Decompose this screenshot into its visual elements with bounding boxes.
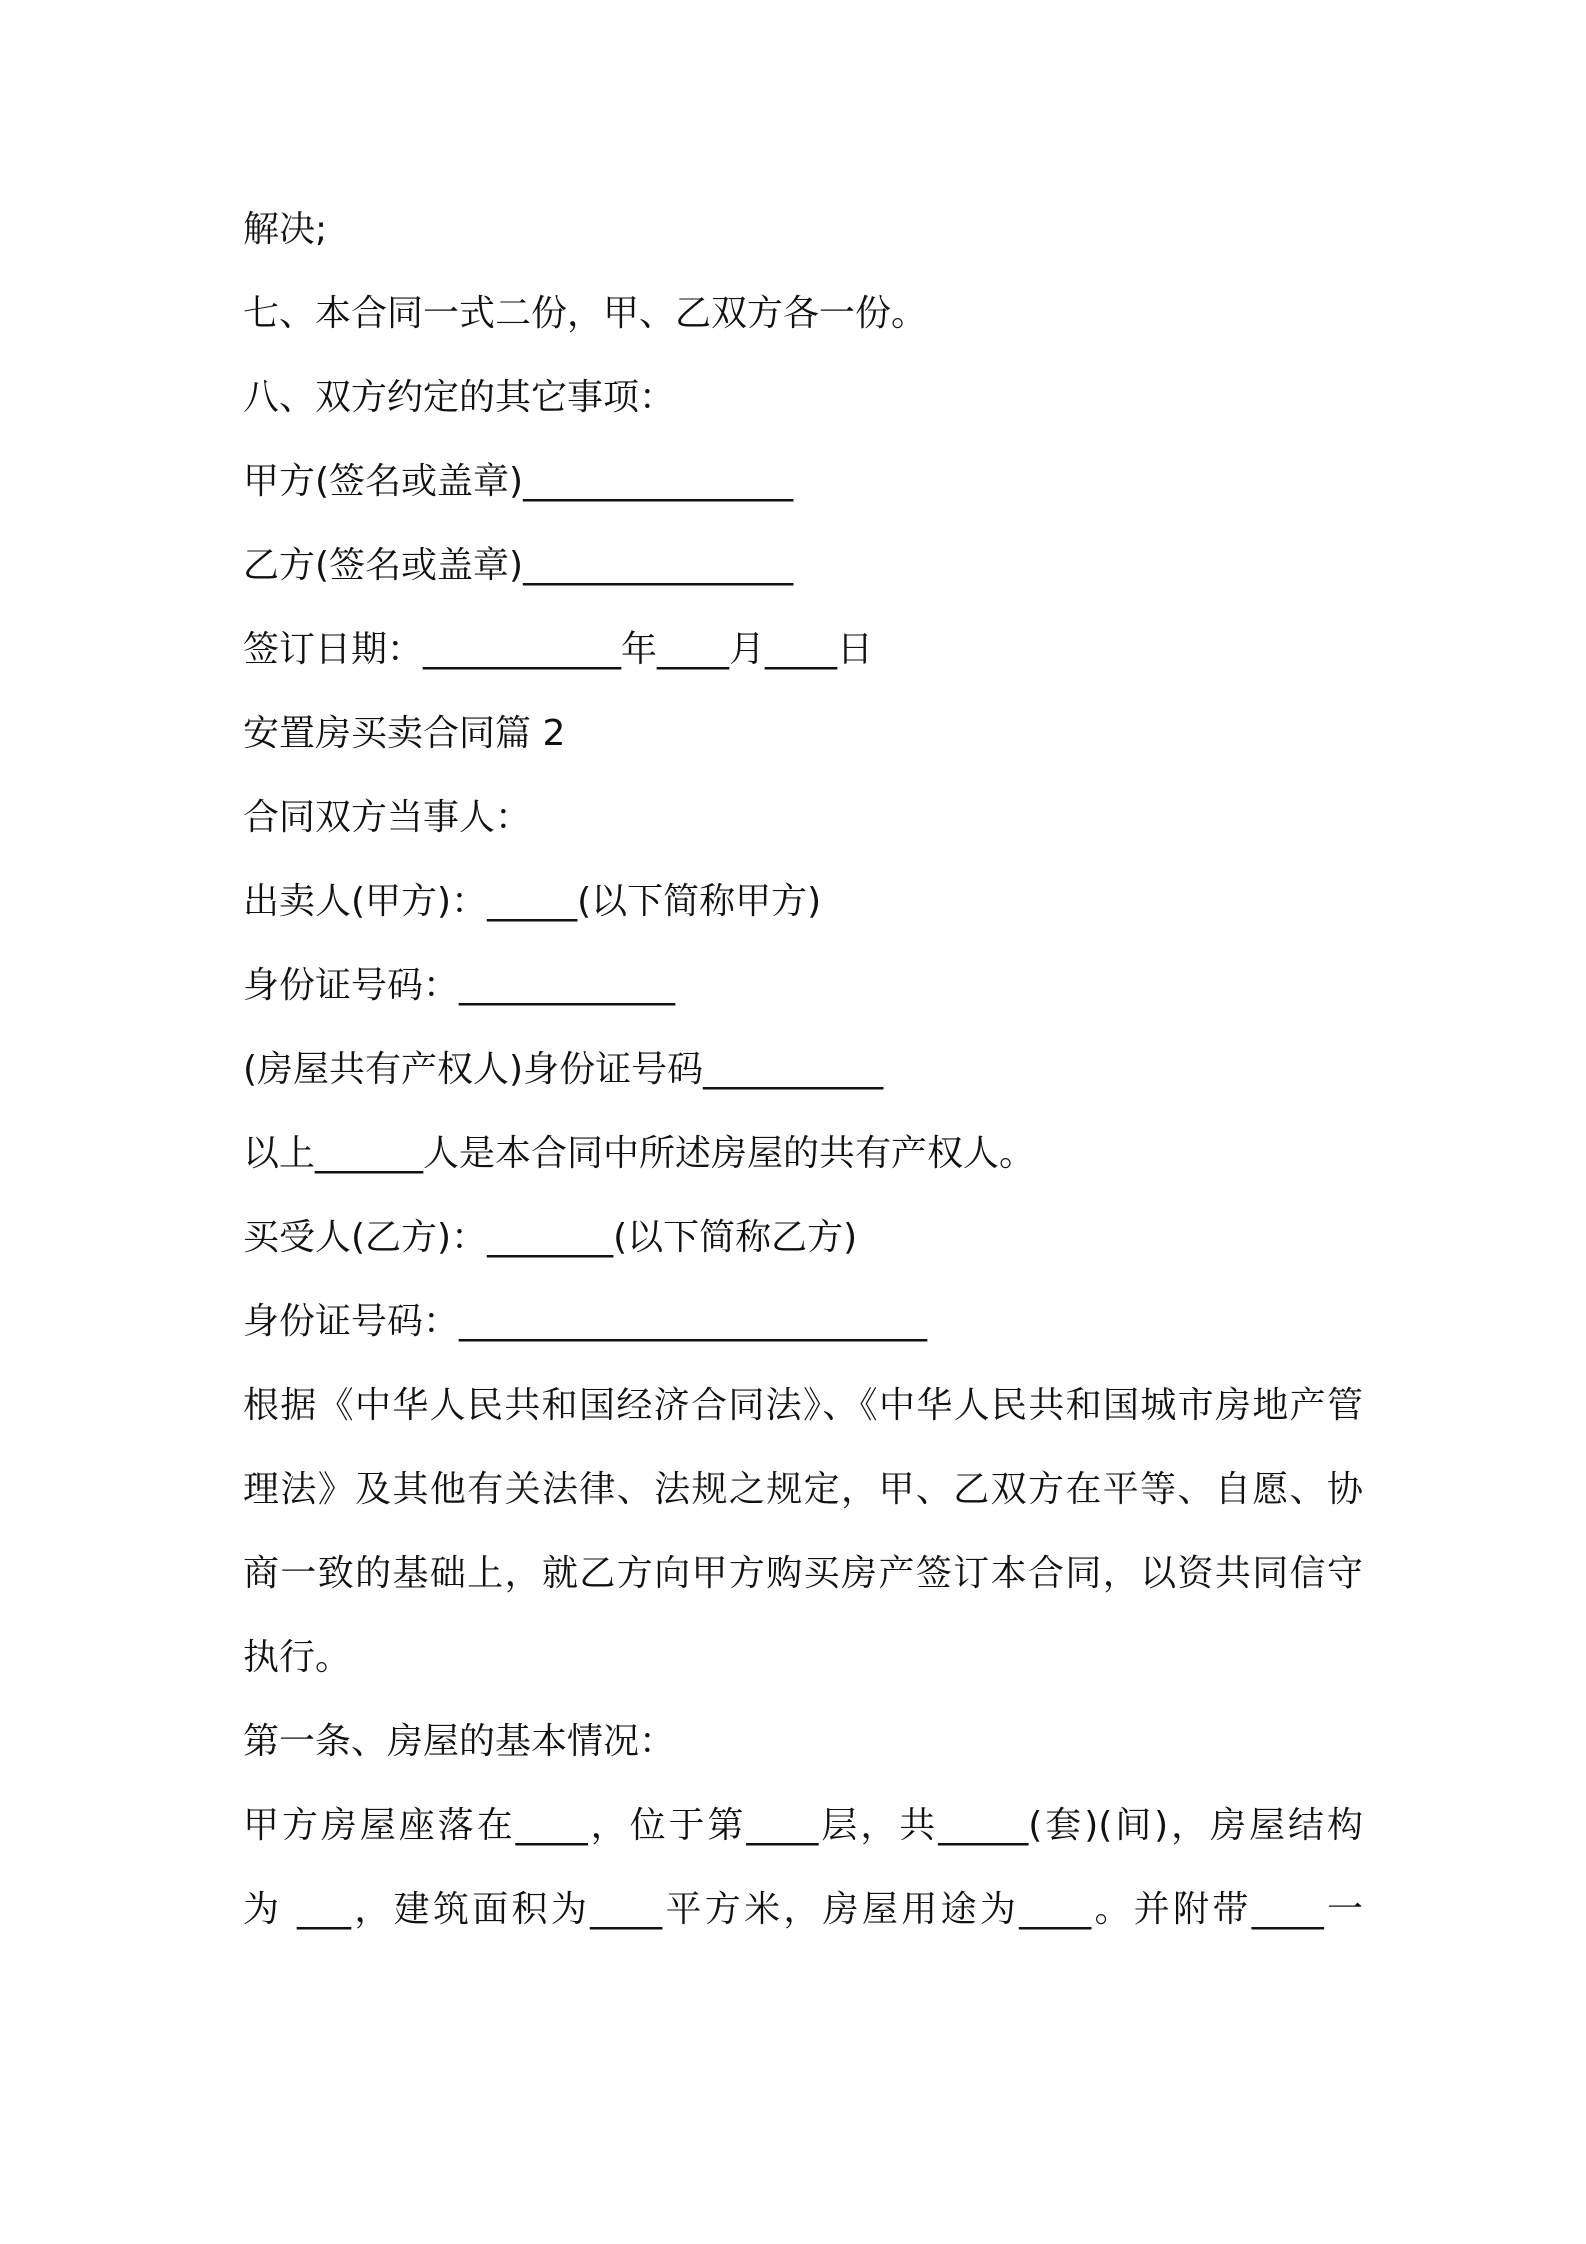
party-b-signature-line: 乙方(签名或盖章)_______________ <box>243 545 794 586</box>
text-line-basis-1: 根据《中华人民共和国经济合同法》、《中华人民共和国城市房地产管 <box>243 1385 1363 1426</box>
text-line-clause-8: 八、双方约定的其它事项： <box>243 377 676 418</box>
text-line-buyer-id: 身份证号码：__________________________ <box>243 1301 928 1342</box>
text-line-co-owners: 以上______人是本合同中所述房屋的共有产权人。 <box>243 1133 1036 1174</box>
signing-date-line: 签订日期：___________年____月____日 <box>243 629 874 670</box>
text-line-parties: 合同双方当事人： <box>243 797 532 838</box>
text-line-resolve: 解决; <box>243 209 328 250</box>
party-a-signature-line: 甲方(签名或盖章)_______________ <box>243 461 794 502</box>
text-line-seller-id: 身份证号码：____________ <box>243 965 676 1006</box>
text-line-clause-7: 七、本合同一式二份，甲、乙双方各一份。 <box>243 293 928 334</box>
block-top <box>243 188 1363 1952</box>
text-line-buyer: 买受人(乙方)：_______(以下简称乙方) <box>243 1217 858 1258</box>
article-1-heading: 第一条、房屋的基本情况： <box>243 1721 676 1762</box>
text-line-basis-3: 商一致的基础上，就乙方向甲方购买房产签订本合同，以资共同信守 <box>243 1553 1363 1594</box>
text-line-property-1: 甲方房屋座落在____，位于第____层，共_____(套)(间)，房屋结构 <box>243 1805 1363 1846</box>
text-line-basis-4: 执行。 <box>243 1637 352 1678</box>
text-line-co-owner-id: (房屋共有产权人)身份证号码__________ <box>243 1049 884 1090</box>
text-line-seller: 出卖人(甲方)：_____(以下简称甲方) <box>243 881 822 922</box>
text-line-property-2: 为 ___，建筑面积为____平方米，房屋用途为____。并附带____一 <box>243 1889 1363 1930</box>
text-line-basis-2: 理法》及其他有关法律、法规之规定，甲、乙双方在平等、自愿、协 <box>243 1469 1363 1510</box>
section-heading: 安置房买卖合同篇 2 <box>243 713 566 754</box>
